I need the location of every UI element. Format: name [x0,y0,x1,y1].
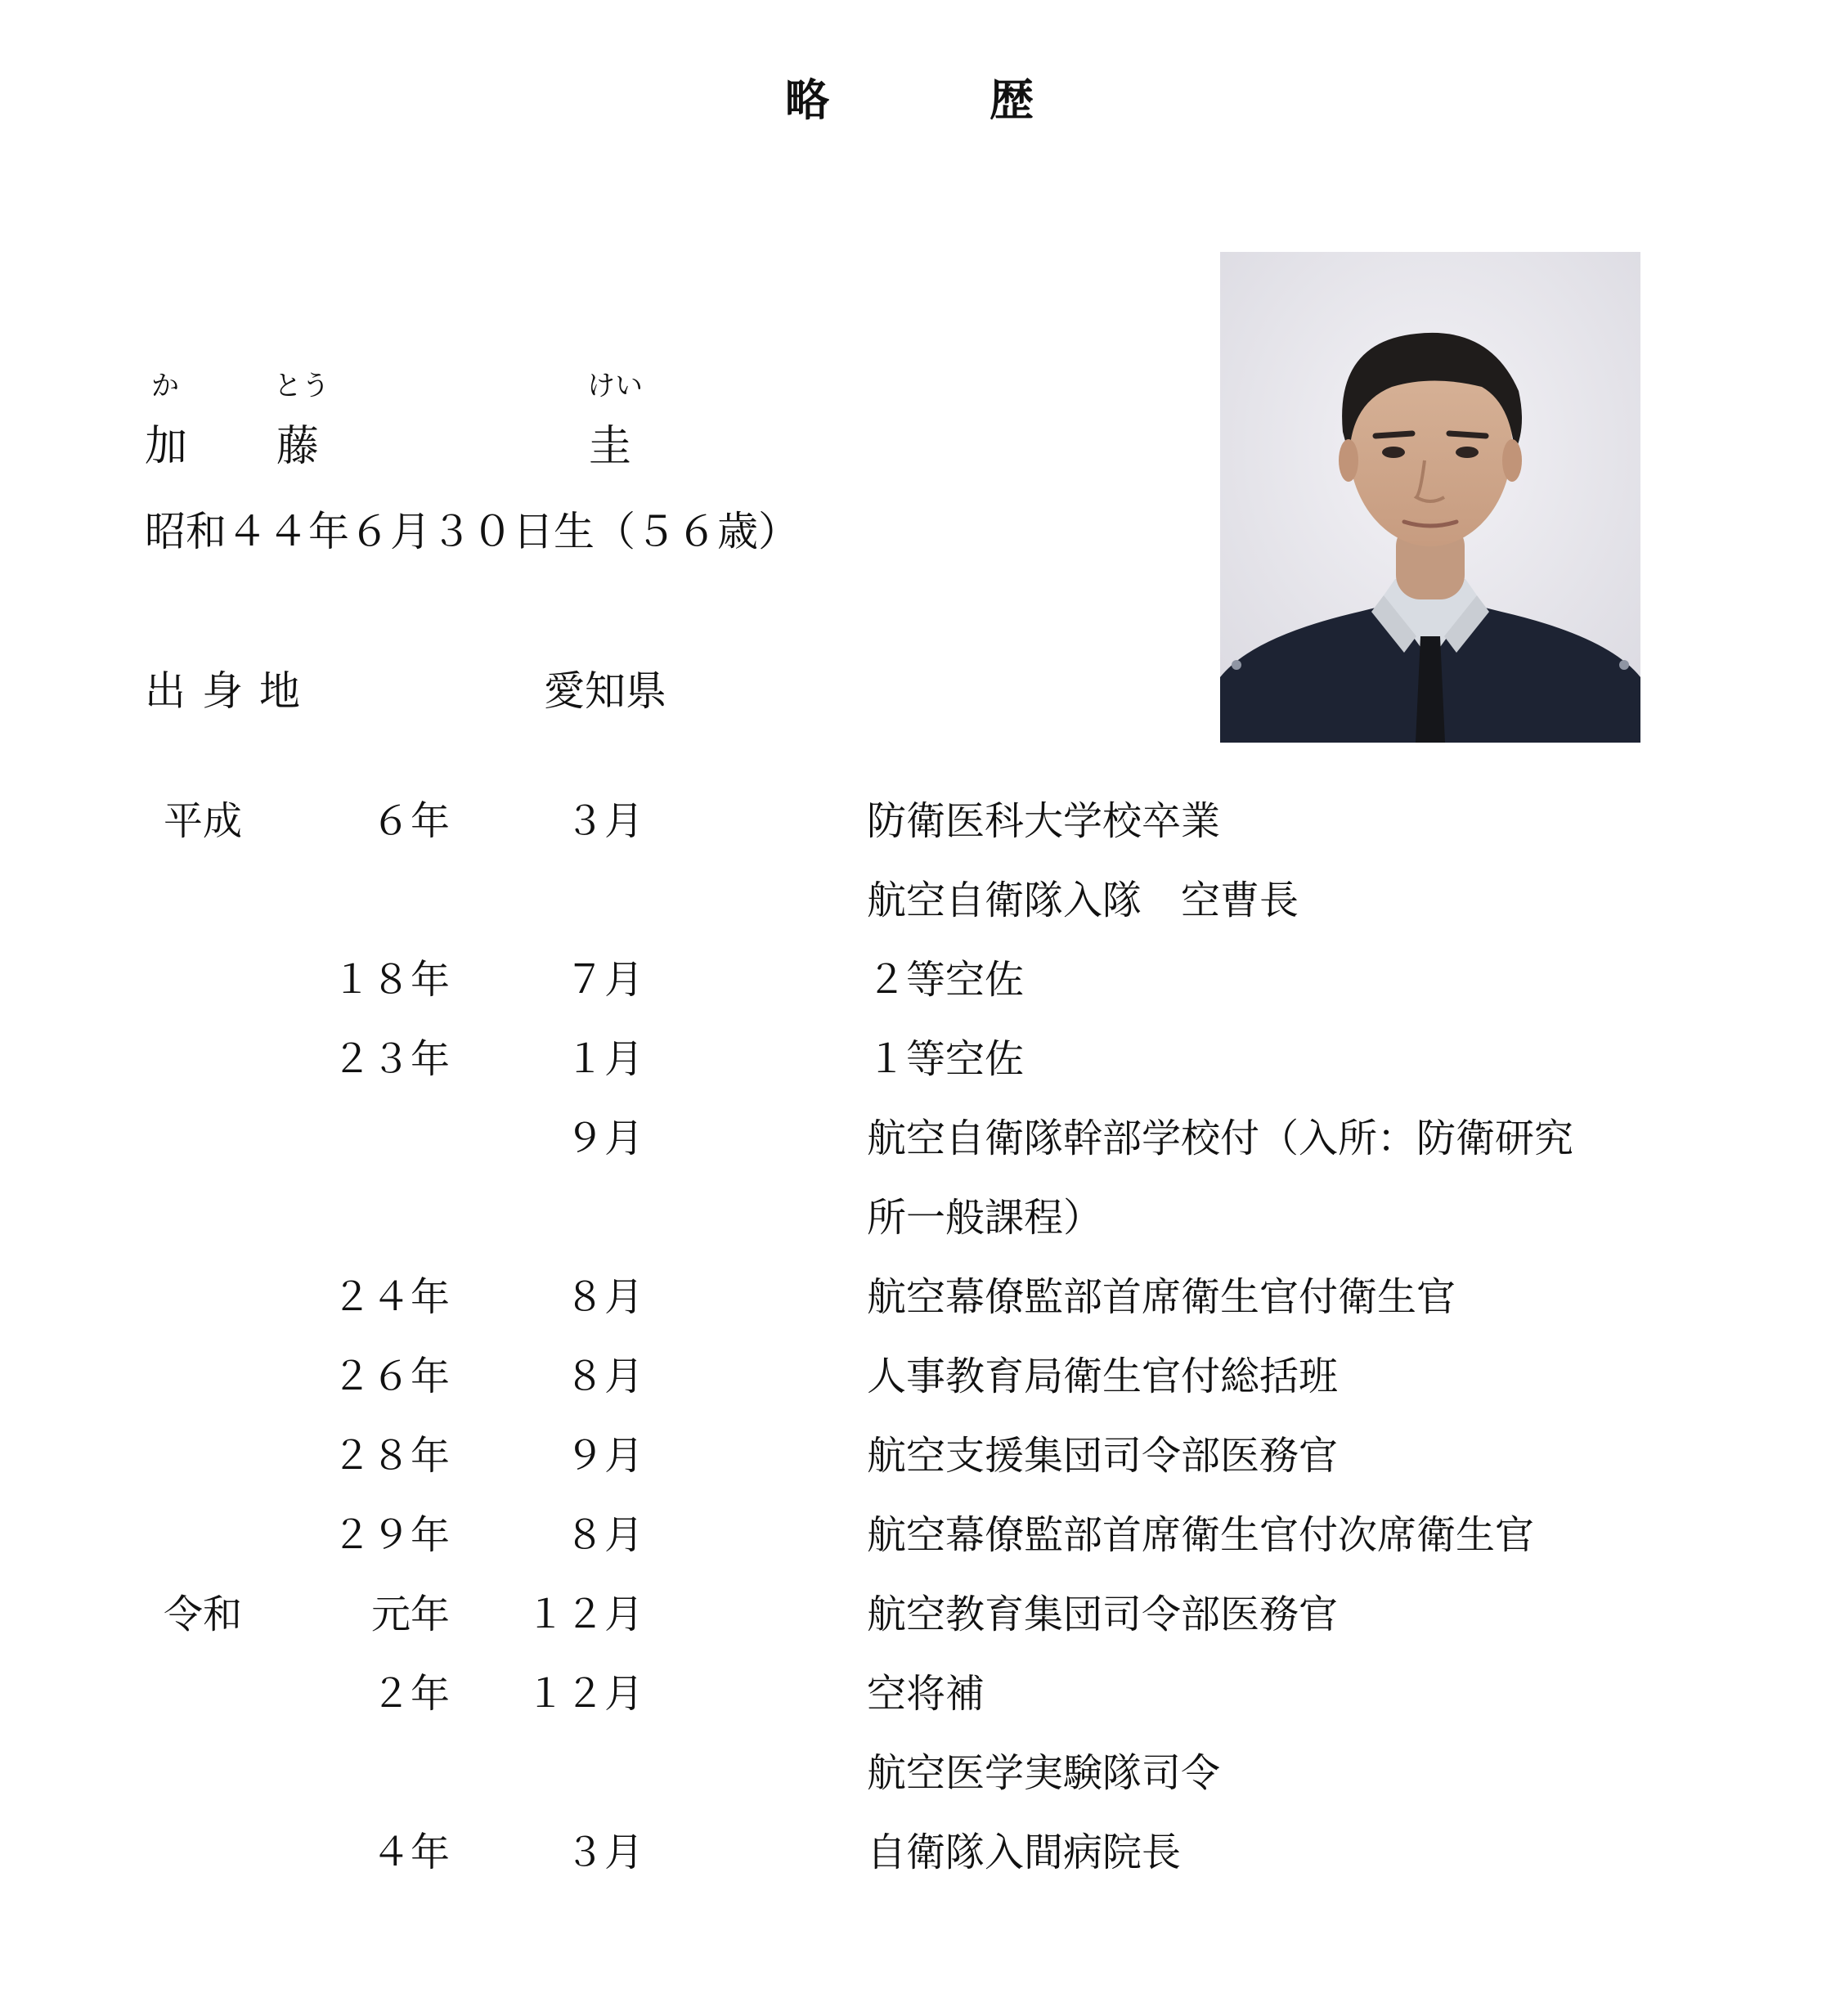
career-month: ８月 [564,1274,644,1320]
career-month: ３月 [564,798,644,844]
career-event: 自衛隊入間病院長 [867,1830,1182,1875]
career-event: 航空幕僚監部首席衛生官付次席衛生官 [867,1512,1535,1558]
career-year: ２３年 [331,1036,450,1082]
furigana-surname-1: か [151,370,179,402]
career-table [0,793,1831,1904]
career-era: 平成 [164,798,243,844]
career-row [0,1745,1831,1825]
career-row [0,1031,1831,1111]
career-year: ２９年 [331,1512,450,1558]
career-month: １月 [564,1036,644,1082]
career-month: ８月 [564,1512,644,1558]
career-year: 元年 [370,1592,450,1637]
career-year: ６年 [370,798,450,844]
portrait-photo [1220,252,1640,743]
career-month: ９月 [564,1116,644,1161]
portrait-icon [1220,252,1640,743]
career-event: 空将補 [867,1671,985,1717]
career-event: 防衛医科大学校卒業 [867,798,1221,844]
career-row [0,1111,1831,1190]
career-month: １２月 [525,1671,644,1717]
career-event: １等空佐 [867,1036,1025,1082]
career-event: ２等空佐 [867,957,1025,1003]
career-event: 航空支援集団司令部医務官 [867,1433,1339,1479]
career-event: 人事教育局衛生官付総括班 [867,1354,1339,1399]
career-year: ２年 [370,1671,450,1717]
career-row [0,1825,1831,1904]
title-char-1: 略 [785,74,829,126]
furigana-given: けい [587,370,643,402]
career-row [0,793,1831,873]
career-event: 航空自衛隊幹部学校付（入所：防衛研究 [867,1116,1574,1161]
furigana-surname-2: とう [274,370,330,402]
career-row [0,1428,1831,1507]
career-month: ９月 [564,1433,644,1479]
birth-date: 昭和４４年６月３０日生（５６歳） [145,508,799,555]
career-event: 航空教育集団司令部医務官 [867,1592,1339,1637]
career-year: ２６年 [331,1354,450,1399]
career-row [0,1507,1831,1587]
career-month: ３月 [564,1830,644,1875]
birthplace-value: 愛知県 [544,667,666,715]
career-row [0,1587,1831,1666]
given-name: 圭 [589,422,632,471]
career-month: ７月 [564,957,644,1003]
career-era: 令和 [164,1592,243,1637]
career-row [0,1666,1831,1745]
career-row [0,1269,1831,1349]
career-month: １２月 [525,1592,644,1637]
career-event: 航空幕僚監部首席衛生官付衛生官 [867,1274,1456,1320]
surname-char-1: 加 [145,422,188,471]
career-row [0,873,1831,952]
career-year: ２８年 [331,1433,450,1479]
career-event: 航空医学実験隊司令 [867,1750,1221,1796]
career-row [0,1190,1831,1269]
career-year: ４年 [370,1830,450,1875]
page-title [785,65,1063,126]
career-row [0,1349,1831,1428]
career-month: ８月 [564,1354,644,1399]
career-event: 所一般課程） [867,1195,1103,1241]
career-row [0,952,1831,1031]
birthplace-label: 出身地 [145,667,316,715]
surname-char-2: 藤 [276,422,320,471]
career-year: ２４年 [331,1274,450,1320]
title-char-2: 歴 [990,74,1034,126]
career-event: 航空自衛隊入隊 空曹長 [867,878,1299,923]
career-year: １８年 [331,957,450,1003]
